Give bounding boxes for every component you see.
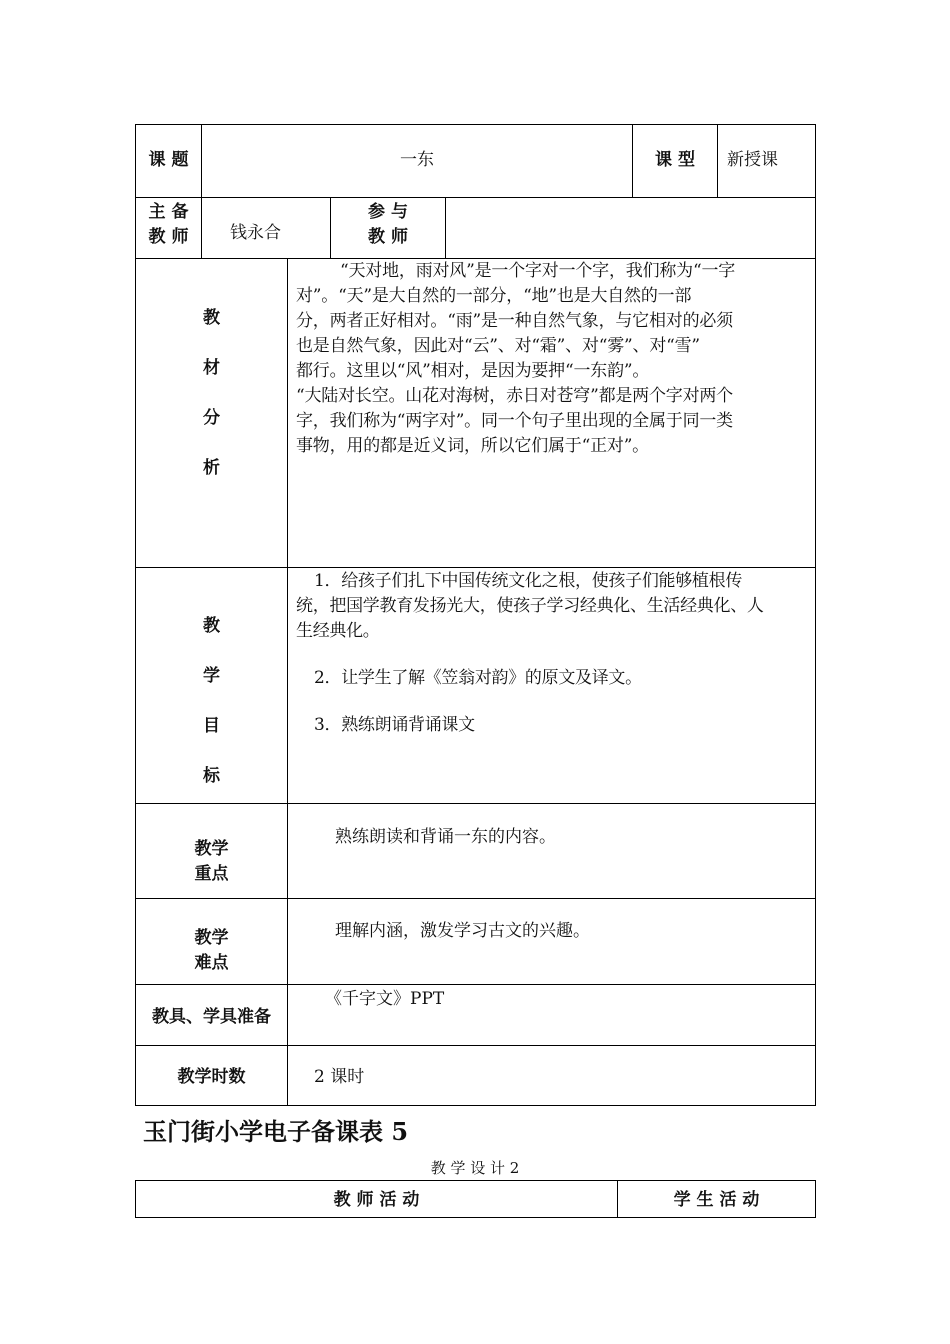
- analysis-line: 分，两者正好相对。“雨”是一种自然气象，与它相对的必须: [296, 311, 733, 331]
- analysis-line: “大陆对长空。山花对海树，赤日对苍穹”都是两个字对两个: [296, 386, 733, 406]
- participant-teacher-label: [331, 200, 445, 250]
- analysis-label-char: 析: [203, 458, 220, 478]
- student-activity-header: 学 生 活 动: [673, 1190, 760, 1210]
- analysis-label: [136, 306, 287, 506]
- focus-label-line2: 重点: [194, 864, 229, 884]
- tools-value: 《千字文》PPT: [325, 989, 445, 1009]
- difficulty-label: [136, 926, 287, 976]
- analysis-label-char: 材: [203, 358, 220, 378]
- goal-3: 3．熟练朗诵背诵课文: [314, 715, 475, 735]
- hours-label: 教学时数: [177, 1067, 246, 1087]
- analysis-line: 事物，用的都是近义词，所以它们属于“正对”。: [296, 436, 649, 456]
- goal-1-line: 统，把国学教育发扬光大，使孩子学习经典化、生活经典化、人: [296, 596, 764, 616]
- teacher-activity-header: 教 师 活 动: [333, 1190, 420, 1210]
- hours-value: 2 课时: [314, 1067, 365, 1087]
- analysis-line: 也是自然气象，因此对“云”、对“霜”、对“雾”、对“雪”: [296, 336, 700, 356]
- goals-label: [136, 614, 287, 814]
- lead-label-line1: 主 备: [148, 202, 189, 222]
- analysis-label-char: 教: [203, 308, 220, 328]
- lead-teacher-label: [136, 200, 201, 250]
- topic-value: 一东: [400, 150, 434, 170]
- lead-label-line2: 教 师: [148, 227, 189, 247]
- section-title: 玉门街小学电子备课表 5: [143, 1117, 409, 1146]
- difficulty-label-line2: 难点: [194, 953, 229, 973]
- focus-label-line1: 教学: [194, 839, 229, 859]
- analysis-line: 对”。“天”是大自然的一部分，“地”也是大自然的一部: [296, 286, 692, 306]
- lesson-type-value: 新授课: [727, 150, 778, 170]
- focus-value: 熟练朗读和背诵一东的内容。: [335, 827, 556, 847]
- goals-label-char: 教: [203, 616, 220, 636]
- topic-label: 课 题: [148, 150, 189, 170]
- goal-1-line: 生经典化。: [296, 621, 380, 641]
- part-label-line1: 参 与: [368, 202, 408, 222]
- goals-label-char: 标: [203, 766, 220, 786]
- analysis-line: 字，我们称为“两字对”。同一个句子里出现的全属于同一类: [296, 411, 733, 431]
- difficulty-value: 理解内涵，激发学习古文的兴趣。: [335, 921, 590, 941]
- design-caption: 教 学 设 计 2: [430, 1159, 520, 1177]
- lead-teacher-value: 钱永合: [230, 223, 281, 243]
- lesson-type-label: 课 型: [655, 150, 695, 170]
- focus-label: [136, 837, 287, 887]
- goals-label-char: 目: [203, 716, 220, 736]
- goal-1-line: 1．给孩子们扎下中国传统文化之根，使孩子们能够植根传: [314, 571, 743, 591]
- analysis-line: “天对地，雨对风”是一个字对一个字，我们称为“一字: [340, 261, 736, 281]
- difficulty-label-line1: 教学: [194, 928, 229, 948]
- analysis-line: 都行。这里以“风”相对，是因为要押“一东韵”。: [296, 361, 650, 381]
- analysis-text: [296, 259, 812, 459]
- goal-2: 2．让学生了解《笠翁对韵》的原文及译文。: [314, 668, 642, 688]
- goals-label-char: 学: [203, 666, 220, 686]
- tools-label: 教具、学具准备: [152, 1007, 271, 1027]
- part-label-line2: 教 师: [368, 227, 408, 247]
- goals-text: [296, 569, 812, 738]
- analysis-label-char: 分: [203, 408, 220, 428]
